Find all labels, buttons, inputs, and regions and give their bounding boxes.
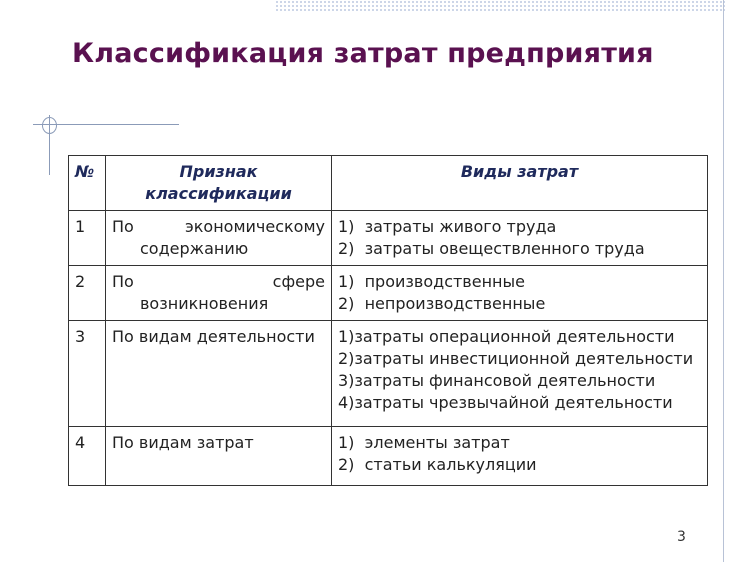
decorative-circle-icon [42, 117, 57, 134]
type-item: 2) непроизводственные [338, 294, 546, 313]
row-types [332, 427, 708, 486]
criterion-part: возникновения [140, 294, 269, 313]
row-criterion: По видам деятельности [106, 321, 332, 427]
row-types [332, 266, 708, 321]
criterion-part: экономическому [184, 217, 325, 236]
row-number: 4 [69, 427, 106, 486]
header-cost-types: Виды затрат [332, 156, 708, 211]
type-item: 2)затраты инвестиционной деятельности [338, 349, 694, 368]
type-item: 2) статьи калькуляции [338, 455, 537, 474]
criterion-part: сфере [272, 272, 325, 291]
type-item: 2) затраты овеществленного труда [338, 239, 645, 258]
table-header-row [69, 156, 708, 211]
row-types [332, 211, 708, 266]
decorative-vertical-line [723, 0, 724, 562]
type-item: 1)затраты операционной деятельности [338, 327, 675, 346]
row-criterion [106, 211, 332, 266]
decorative-dotted-band [275, 0, 725, 12]
cost-classification-table [68, 155, 708, 486]
row-criterion: По видам затрат [106, 427, 332, 486]
table-row [69, 427, 708, 486]
type-item: 1) производственные [338, 272, 525, 291]
header-criterion: Признак классификации [106, 156, 332, 211]
criterion-part: По [112, 217, 134, 236]
type-item: 1) затраты живого труда [338, 217, 557, 236]
row-criterion [106, 266, 332, 321]
table-row [69, 211, 708, 266]
table-row [69, 266, 708, 321]
type-item: 3)затраты финансовой деятельности [338, 371, 656, 390]
row-number: 3 [69, 321, 106, 427]
row-number: 1 [69, 211, 106, 266]
row-types [332, 321, 708, 427]
type-item: 4)затраты чрезвычайной деятельности [338, 393, 673, 412]
slide-title: Классификация затрат предприятия [72, 38, 654, 69]
criterion-part: содержанию [140, 239, 249, 258]
table-row [69, 321, 708, 427]
row-number: 2 [69, 266, 106, 321]
page-number: 3 [677, 529, 686, 545]
criterion-part: По [112, 272, 134, 291]
header-number: № [69, 156, 106, 211]
type-item: 1) элементы затрат [338, 433, 510, 452]
